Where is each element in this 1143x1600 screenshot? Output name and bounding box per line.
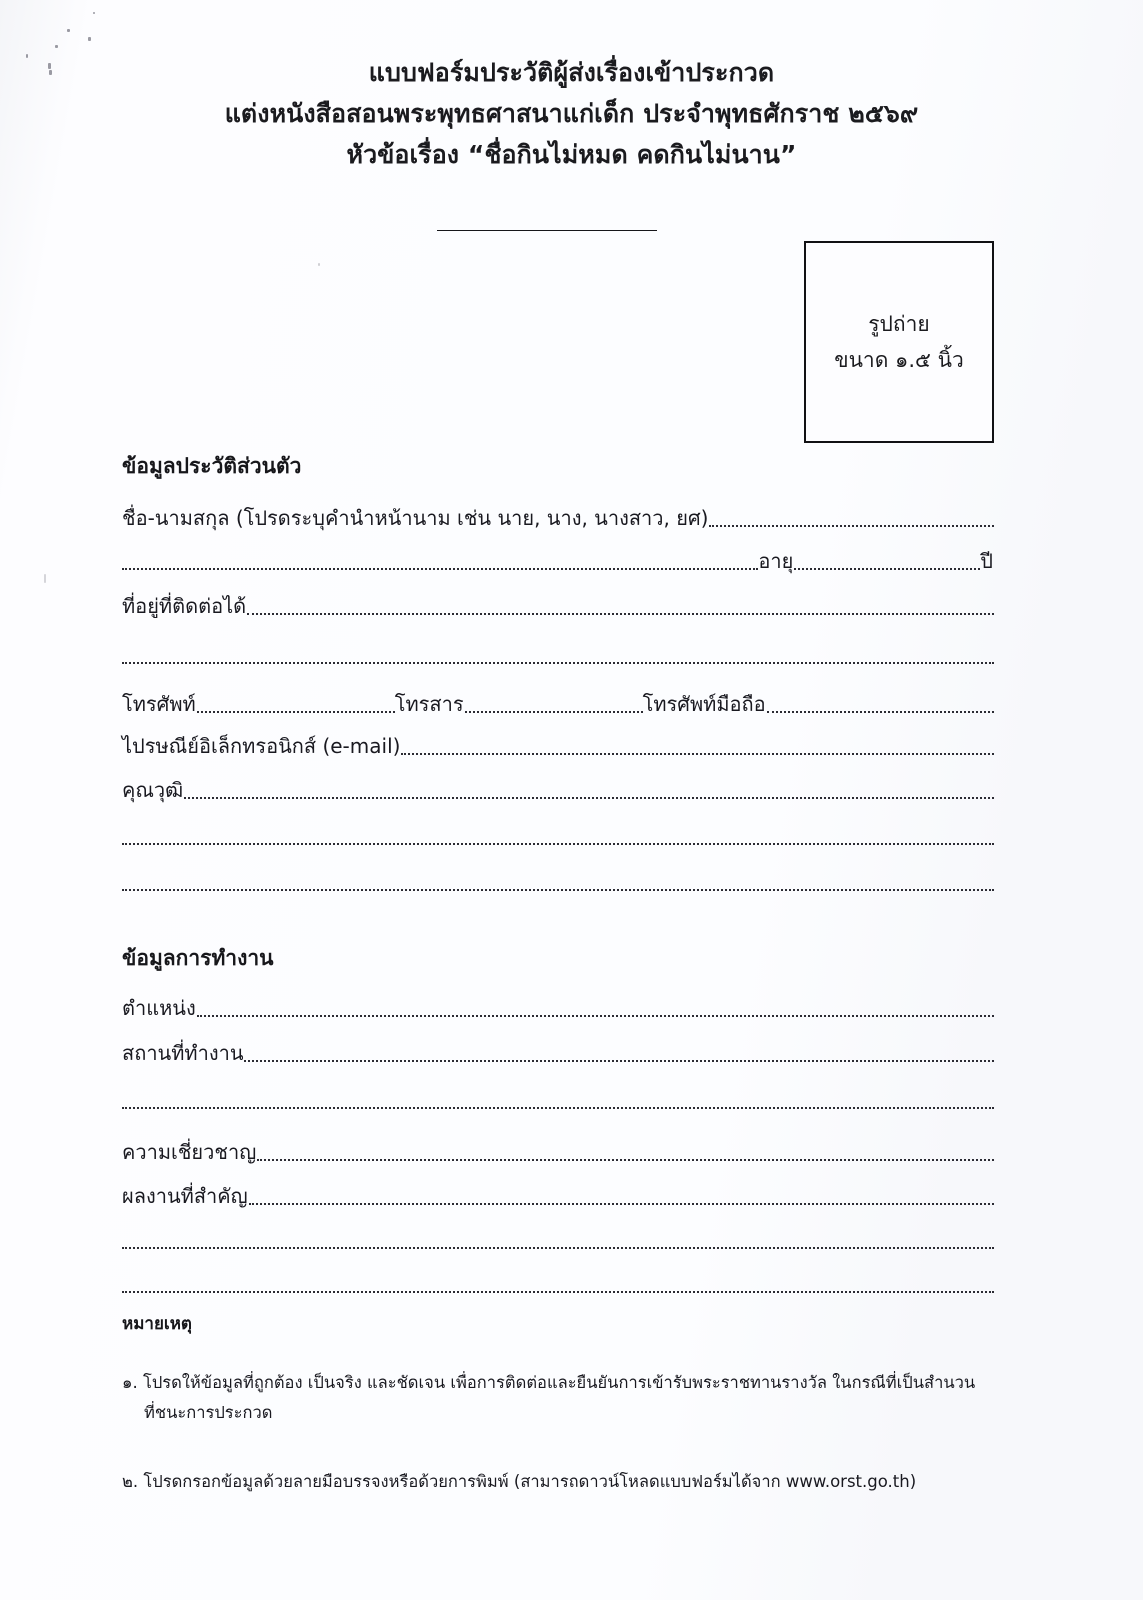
qualification-input-line-continued-1[interactable] (122, 843, 994, 845)
email-label: ไปรษณีย์อิเล็กทรอนิกส์ (e-mail) (122, 734, 401, 758)
email-input-line[interactable] (401, 737, 994, 755)
scan-speckle (55, 45, 58, 48)
phone-input-line[interactable] (197, 695, 395, 713)
scan-speckle (318, 263, 320, 266)
fax-label: โทรสาร (394, 692, 464, 716)
notes-heading: หมายเหตุ (122, 1314, 192, 1334)
workplace-input-line[interactable] (244, 1044, 994, 1062)
phone-label: โทรศัพท์ (122, 692, 196, 716)
note-item-2-text: ๒. โปรดกรอกข้อมูลด้วยลายมือบรรจงหรือด้วยการพิมพ์ (สามารถดาวน์โหลดแบบฟอร์มได้จาก www.orst.go.th) (122, 1472, 917, 1491)
age-label: อายุ (758, 549, 794, 573)
mobile-label: โทรศัพท์มือถือ (642, 692, 766, 716)
key-works-input-line-continued-2[interactable] (122, 1291, 994, 1293)
scan-speckle (67, 29, 70, 32)
mobile-input-line[interactable] (767, 695, 994, 713)
qualification-label: คุณวุฒิ (122, 778, 184, 802)
key-works-input-line-continued-1[interactable] (122, 1247, 994, 1249)
key-works-input-line[interactable] (249, 1187, 994, 1205)
field-row-expertise (122, 1134, 994, 1164)
workplace-label: สถานที่ทำงาน (122, 1041, 244, 1065)
field-row-qualification (122, 772, 994, 802)
field-row-key-works (122, 1178, 994, 1208)
position-label: ตำแหน่ง (122, 996, 196, 1020)
expertise-input-line[interactable] (257, 1143, 994, 1161)
title-line-3: หัวข้อเรื่อง “ชื่อกินไม่หมด คดกินไม่นาน” (346, 140, 797, 169)
photo-label-line-1: รูปถ่าย (868, 312, 930, 336)
note-item-1-line-1: ๑. โปรดให้ข้อมูลที่ถูกต้อง เป็นจริง และชัดเจน เพื่อการติดต่อและยืนยันการเข้ารับพระราชทานรางวัล ในกรณีที่เป็นสำนวน (122, 1373, 976, 1392)
address-label: ที่อยู่ที่ติดต่อได้ (122, 594, 247, 618)
scan-speckle (88, 37, 91, 41)
field-row-workplace (122, 1035, 994, 1065)
fullname-label: ชื่อ-นามสกุล (โปรดระบุคำนำหน้านาม เช่น นาย, นาง, นางสาว, ยศ) (122, 506, 709, 530)
expertise-label: ความเชี่ยวชาญ (122, 1140, 257, 1164)
qualification-input-line[interactable] (184, 781, 994, 799)
workplace-input-line-continued[interactable] (122, 1107, 994, 1109)
title-divider-rule (437, 230, 657, 231)
fullname-input-line[interactable] (709, 509, 994, 527)
note-item-1-line-2: ที่ชนะการประกวด (144, 1403, 273, 1422)
photo-label-line-2: ขนาด ๑.๕ นิ้ว (834, 348, 964, 372)
position-input-line[interactable] (197, 999, 994, 1017)
personal-section-heading: ข้อมูลประวัติส่วนตัว (122, 454, 302, 478)
fullname-input-line-continued[interactable] (122, 552, 758, 570)
work-section-heading: ข้อมูลการทำงาน (122, 946, 274, 970)
key-works-label: ผลงานที่สำคัญ (122, 1184, 248, 1208)
field-row-position (122, 990, 994, 1020)
fax-input-line[interactable] (465, 695, 643, 713)
photo-placeholder-box (804, 241, 994, 443)
field-row-age (122, 543, 994, 573)
field-row-fullname (122, 500, 994, 530)
scan-speckle (93, 12, 95, 14)
title-line-1: แบบฟอร์มประวัติผู้ส่งเรื่องเข้าประกวด (368, 58, 775, 87)
field-row-address (122, 588, 994, 618)
field-row-email (122, 728, 994, 758)
scan-speckle (44, 574, 46, 583)
age-unit-label: ปี (980, 549, 993, 573)
address-input-line[interactable] (247, 597, 994, 615)
note-item-2 (122, 1467, 1002, 1497)
title-line-2: แต่งหนังสือสอนพระพุทธศาสนาแก่เด็ก ประจำพุทธศักราช ๒๕๖๙ (224, 99, 919, 128)
age-input-line[interactable] (794, 552, 980, 570)
address-input-line-continued[interactable] (122, 662, 994, 664)
field-row-phone (122, 686, 994, 716)
qualification-input-line-continued-2[interactable] (122, 889, 994, 891)
form-title (0, 52, 1143, 175)
note-item-1 (122, 1368, 1002, 1428)
